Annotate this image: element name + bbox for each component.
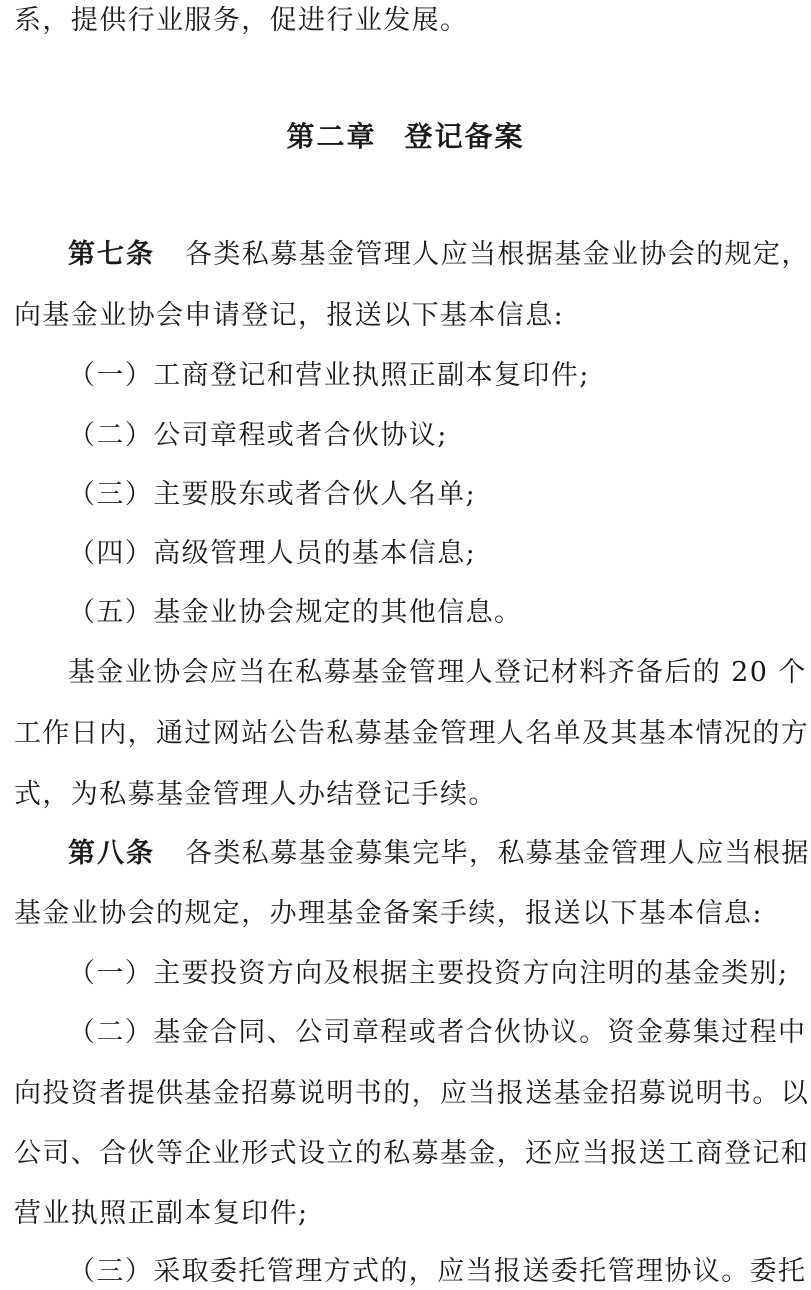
article-7-item-5: （五）基金业协会规定的其他信息。 xyxy=(68,597,523,628)
article-8-text: 各类私募基金募集完毕，私募基金管理人应当根据 xyxy=(185,838,810,869)
article-7-paragraph-line-3: 式，为私募基金管理人办结登记手续。 xyxy=(14,779,497,810)
article-7-item-3: （三）主要股东或者合伙人名单; xyxy=(68,479,477,510)
article-8-line-2: 基金业协会的规定，办理基金备案手续，报送以下基本信息: xyxy=(14,898,763,929)
article-8-item-1: （一）主要投资方向及根据主要投资方向注明的基金类别; xyxy=(68,958,789,989)
text-line-continuation: 系，提供行业服务，促进行业发展。 xyxy=(14,5,469,36)
article-8-item-2-line-3: 公司、合伙等企业形式设立的私募基金，还应当报送工商登记和 xyxy=(14,1138,810,1169)
chapter-heading xyxy=(0,119,811,155)
article-8-item-2-line-4: 营业执照正副本复印件; xyxy=(14,1198,309,1229)
article-8-first-line xyxy=(68,836,810,872)
article-7-first-line xyxy=(68,237,810,273)
chapter-number: 第二章 xyxy=(286,120,377,153)
article-8-number: 第八条 xyxy=(68,838,155,869)
article-7-line-2: 向基金业协会申请登记，报送以下基本信息: xyxy=(14,300,565,331)
article-7-item-1: （一）工商登记和营业执照正副本复印件; xyxy=(68,360,590,391)
article-8-item-2-line-1: （二）基金合同、公司章程或者合伙协议。资金募集过程中 xyxy=(68,1017,807,1048)
article-8-item-2-line-2: 向投资者提供基金招募说明书的，应当报送基金招募说明书。以 xyxy=(14,1078,810,1109)
article-7-paragraph-line-1: 基金业协会应当在私募基金管理人登记材料齐备后的 20 个 xyxy=(68,657,807,688)
article-7-item-2: （二）公司章程或者合伙协议; xyxy=(68,420,448,451)
article-7-paragraph-line-2: 工作日内，通过网站公告私募基金管理人名单及其基本情况的方 xyxy=(14,718,810,749)
article-7-text: 各类私募基金管理人应当根据基金业协会的规定， xyxy=(185,239,810,270)
article-7-item-4: （四）高级管理人员的基本信息; xyxy=(68,538,477,569)
article-7-number: 第七条 xyxy=(68,239,155,270)
article-8-item-3-line-1: （三）采取委托管理方式的，应当报送委托管理协议。委托 xyxy=(68,1256,807,1287)
chapter-title: 登记备案 xyxy=(404,120,525,153)
